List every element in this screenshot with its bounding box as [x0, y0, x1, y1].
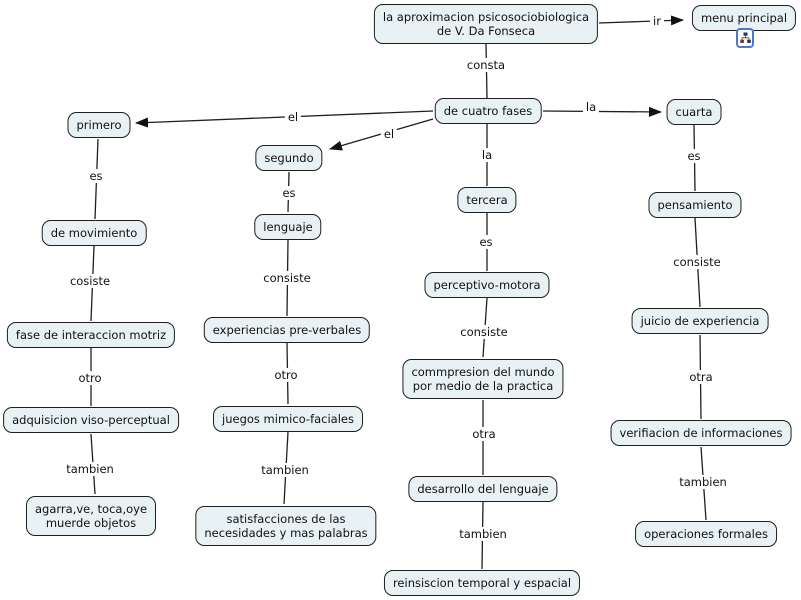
- link-label-consiste-3[interactable]: consiste: [457, 325, 510, 339]
- link-label-tambien-2[interactable]: tambien: [258, 463, 312, 477]
- concept-node-de-movimiento[interactable]: de movimiento: [42, 220, 147, 246]
- concept-node-cuarta[interactable]: cuarta: [667, 99, 722, 125]
- concept-node-operaciones-formales[interactable]: operaciones formales: [635, 521, 777, 547]
- link-label-tambien-1[interactable]: tambien: [63, 462, 117, 476]
- concept-node-menu-principal[interactable]: menu principal: [692, 5, 796, 31]
- node-text-line: commpresion del mundo: [411, 365, 555, 379]
- concept-node-fase-interaccion-motriz[interactable]: fase de interaccion motriz: [7, 322, 175, 348]
- link-label-la-cuarta[interactable]: la: [583, 100, 599, 114]
- concept-node-verifiacion-de-informaciones[interactable]: verifiacion de informaciones: [611, 420, 792, 446]
- concept-node-segundo[interactable]: segundo: [255, 145, 322, 171]
- link-label-cosiste[interactable]: cosiste: [67, 274, 113, 288]
- concept-node-perceptivo-motora[interactable]: perceptivo-motora: [424, 272, 549, 298]
- link-label-es-1[interactable]: es: [86, 169, 105, 183]
- concept-node-adquisicion-viso-perceptual[interactable]: adquisicion viso-perceptual: [3, 407, 179, 433]
- link-label-consiste-2[interactable]: consiste: [260, 271, 313, 285]
- link-label-el-primero[interactable]: el: [285, 110, 301, 124]
- concept-node-pensamiento[interactable]: pensamiento: [648, 192, 741, 218]
- concept-node-agarra-muerde-objetos[interactable]: [26, 496, 156, 536]
- link-label-es-3[interactable]: es: [476, 235, 495, 249]
- concept-node-commpresion-del-mundo[interactable]: [402, 359, 563, 399]
- node-text-line: necesidades y mas palabras: [204, 526, 368, 540]
- link-label-otra-4[interactable]: otra: [686, 370, 715, 384]
- node-text-line: la aproximacion psicosociobiologica: [382, 10, 590, 24]
- node-text-line: agarra,ve, toca,oye: [34, 502, 148, 516]
- concept-node-desarrollo-del-lenguaje[interactable]: desarrollo del lenguaje: [408, 476, 557, 502]
- link-label-tambien-4[interactable]: tambien: [676, 475, 730, 489]
- concept-node-experiencias-pre-verbales[interactable]: experiencias pre-verbales: [204, 317, 370, 343]
- link-label-es-2[interactable]: es: [279, 186, 298, 200]
- cmap-tree-glyph: [740, 32, 751, 44]
- link-label-tambien-3[interactable]: tambien: [456, 527, 510, 541]
- concept-node-main[interactable]: [374, 4, 598, 44]
- concept-node-reinsiscion-temporal-espacial[interactable]: reinsiscion temporal y espacial: [384, 570, 580, 596]
- link-label-la-tercera[interactable]: la: [479, 148, 495, 162]
- concept-node-tercera[interactable]: tercera: [457, 187, 516, 213]
- link-label-otra-3[interactable]: otra: [469, 427, 498, 441]
- node-text-line: satisfacciones de las: [226, 512, 346, 526]
- link-label-consiste-4[interactable]: consiste: [670, 255, 723, 269]
- link-label-es-4[interactable]: es: [684, 149, 703, 163]
- concept-node-juegos-mimico-faciales[interactable]: juegos mimico-faciales: [213, 406, 363, 432]
- node-text-line: muerde objetos: [45, 516, 137, 530]
- node-text-line: por medio de la practica: [412, 379, 554, 393]
- link-label-consta[interactable]: consta: [464, 58, 508, 72]
- link-label-otro-2[interactable]: otro: [271, 368, 300, 382]
- node-text-line: de V. Da Fonseca: [436, 24, 536, 38]
- concept-node-primero[interactable]: primero: [67, 112, 130, 138]
- concept-node-de-cuatro-fases[interactable]: de cuatro fases: [435, 98, 542, 124]
- link-label-el-segundo[interactable]: el: [381, 127, 397, 141]
- concept-node-lenguaje[interactable]: lenguaje: [254, 214, 321, 240]
- link-label-ir[interactable]: ir: [650, 14, 664, 28]
- linked-cmap-icon[interactable]: [736, 28, 754, 48]
- link-label-otro-1[interactable]: otro: [75, 371, 104, 385]
- concept-node-juicio-de-experiencia[interactable]: juicio de experiencia: [632, 308, 769, 334]
- concept-node-satisfacciones-necesidades[interactable]: [195, 506, 376, 546]
